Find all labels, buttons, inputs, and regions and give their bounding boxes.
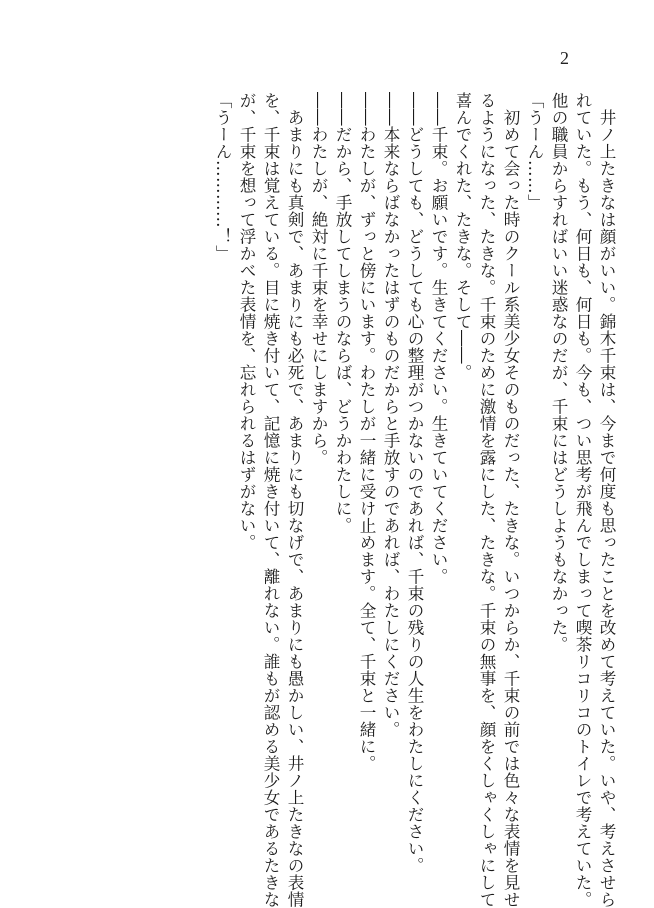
text-line: 他の職員からすればいい迷惑なのだが、千束にはどうしようもなかった。 [549, 92, 568, 653]
text-line: ――どうしても、どうしても心の整理がつかないのであれば、千束の残りの人生をわたしにください。 [405, 92, 424, 874]
text-line: ――わたしが、絶対に千束を幸せにしますから。 [309, 92, 328, 466]
text-line: が、千束を想って浮かべた表情を、忘れられるはずがない。 [237, 92, 256, 551]
text-line: 初めて会った時のクール系美少女そのものだった、たきな。いつからか、千束の前では色々な表情を見せ [501, 108, 520, 908]
text-line: ――だから、手放してしまうのならば、どうかわたしに。 [333, 92, 352, 534]
text-line: 「うーん…………！」 [213, 92, 232, 262]
text-line: を、千束は覚えている。目に焼き付いて、記憶に焼き付いて、離れない。誰もが認める美少女であるたきな [261, 92, 280, 908]
text-line: 喜んでくれた、たきな。そして――。 [453, 92, 472, 381]
text-line: ――本来ならばなかったはずのものだからと手放すのであれば、わたしにください。 [381, 92, 400, 738]
page-number: 2 [560, 48, 569, 68]
text-line: あまりにも真剣で、あまりにも必死で、あまりにも切なげで、あまりにも愚かしい、井ノ上たきなの表情 [285, 108, 304, 908]
text-line: ――わたしが、ずっと傍にいます。わたしが一緒に受け止めます。全て、千束と一緒に。 [357, 92, 376, 772]
text-line: ――千束。お願いです。生きてください。生きていてください。 [429, 92, 448, 585]
text-line: 井ノ上たきなは顔がいい。錦木千束は、今まで何度も思ったことを改めて考えていた。いや、考えさせら [597, 108, 616, 908]
text-line: 「うーん……」 [525, 92, 544, 211]
text-line: るようになった、たきな。千束のために激情を露にした、たきな。千束の無事を、顔をくしゃくしゃにして [477, 92, 496, 908]
text-line: れていた。もう、何日も、何日も。今も、つい思考が飛んでしまって喫茶リコリコのトイレで考えていた。 [573, 92, 592, 908]
vertical-text-block [206, 92, 616, 908]
